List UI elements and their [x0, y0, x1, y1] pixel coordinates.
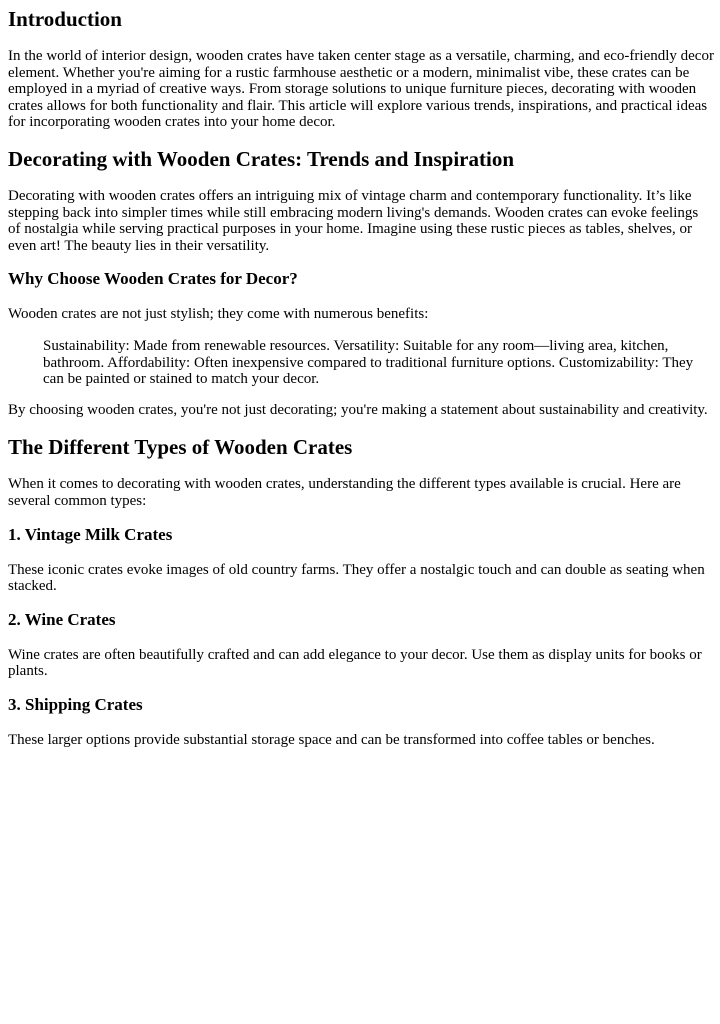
- article: [0, 7, 720, 748]
- why-choose-conclusion: By choosing wooden crates, you're not just decorating; you're making a statement about sustainability and creativity.: [8, 401, 708, 418]
- wine-crates-heading: 2. Wine Crates: [8, 609, 116, 629]
- introduction-paragraph: In the world of interior design, wooden crates have taken center stage as a versatile, charming, and eco-friendly decor element. Whether you're aiming for a rustic farmhouse aesthetic or a modern, minimalist vibe, these crates can be employed in a myriad of creative ways. From storage solutions to unique furniture pieces, decorating with wooden crates allows for both functionality and flair. This article will explore various trends, inspirations, and practical ideas for incorporating wooden crates into your home decor.: [8, 48, 714, 131]
- why-choose-intro: Wooden crates are not just stylish; they come with numerous benefits:: [8, 306, 429, 323]
- wine-crates-paragraph: Wine crates are often beautifully crafted and can add elegance to your decor. Use them as display units for books or plants.: [8, 646, 702, 680]
- decorating-paragraph: Decorating with wooden crates offers an intriguing mix of vintage charm and contemporary functionality. It’s like stepping back into simpler times while still embracing modern living's demands. Wooden crates can evoke feelings of nostalgia while serving practical purposes in your home. Imagine using these rustic pieces as tables, shelves, or even art! The beauty lies in their versatility.: [8, 187, 699, 254]
- milk-crates-paragraph: These iconic crates evoke images of old country farms. They offer a nostalgic touch and can double as seating when stacked.: [8, 561, 705, 595]
- types-intro: When it comes to decorating with wooden crates, understanding the different types available is crucial. Here are several common types:: [8, 476, 681, 509]
- decorating-heading: Decorating with Wooden Crates: Trends and Inspiration: [8, 146, 514, 171]
- milk-crates-heading: 1. Vintage Milk Crates: [8, 524, 173, 544]
- why-choose-heading: Why Choose Wooden Crates for Decor?: [8, 269, 298, 289]
- types-heading: The Different Types of Wooden Crates: [8, 435, 353, 460]
- shipping-crates-paragraph: These larger options provide substantial storage space and can be transformed into coffee tables or benches.: [8, 731, 655, 748]
- benefits-blockquote: Sustainability: Made from renewable resources. Versatility: Suitable for any room—living area, kitchen, bathroom. Affordability: Often inexpensive compared to traditional furniture options. Customizability: They can be painted or stained to match your decor.: [43, 337, 694, 388]
- introduction-heading: Introduction: [8, 7, 122, 31]
- shipping-crates-heading: 3. Shipping Crates: [8, 694, 143, 714]
